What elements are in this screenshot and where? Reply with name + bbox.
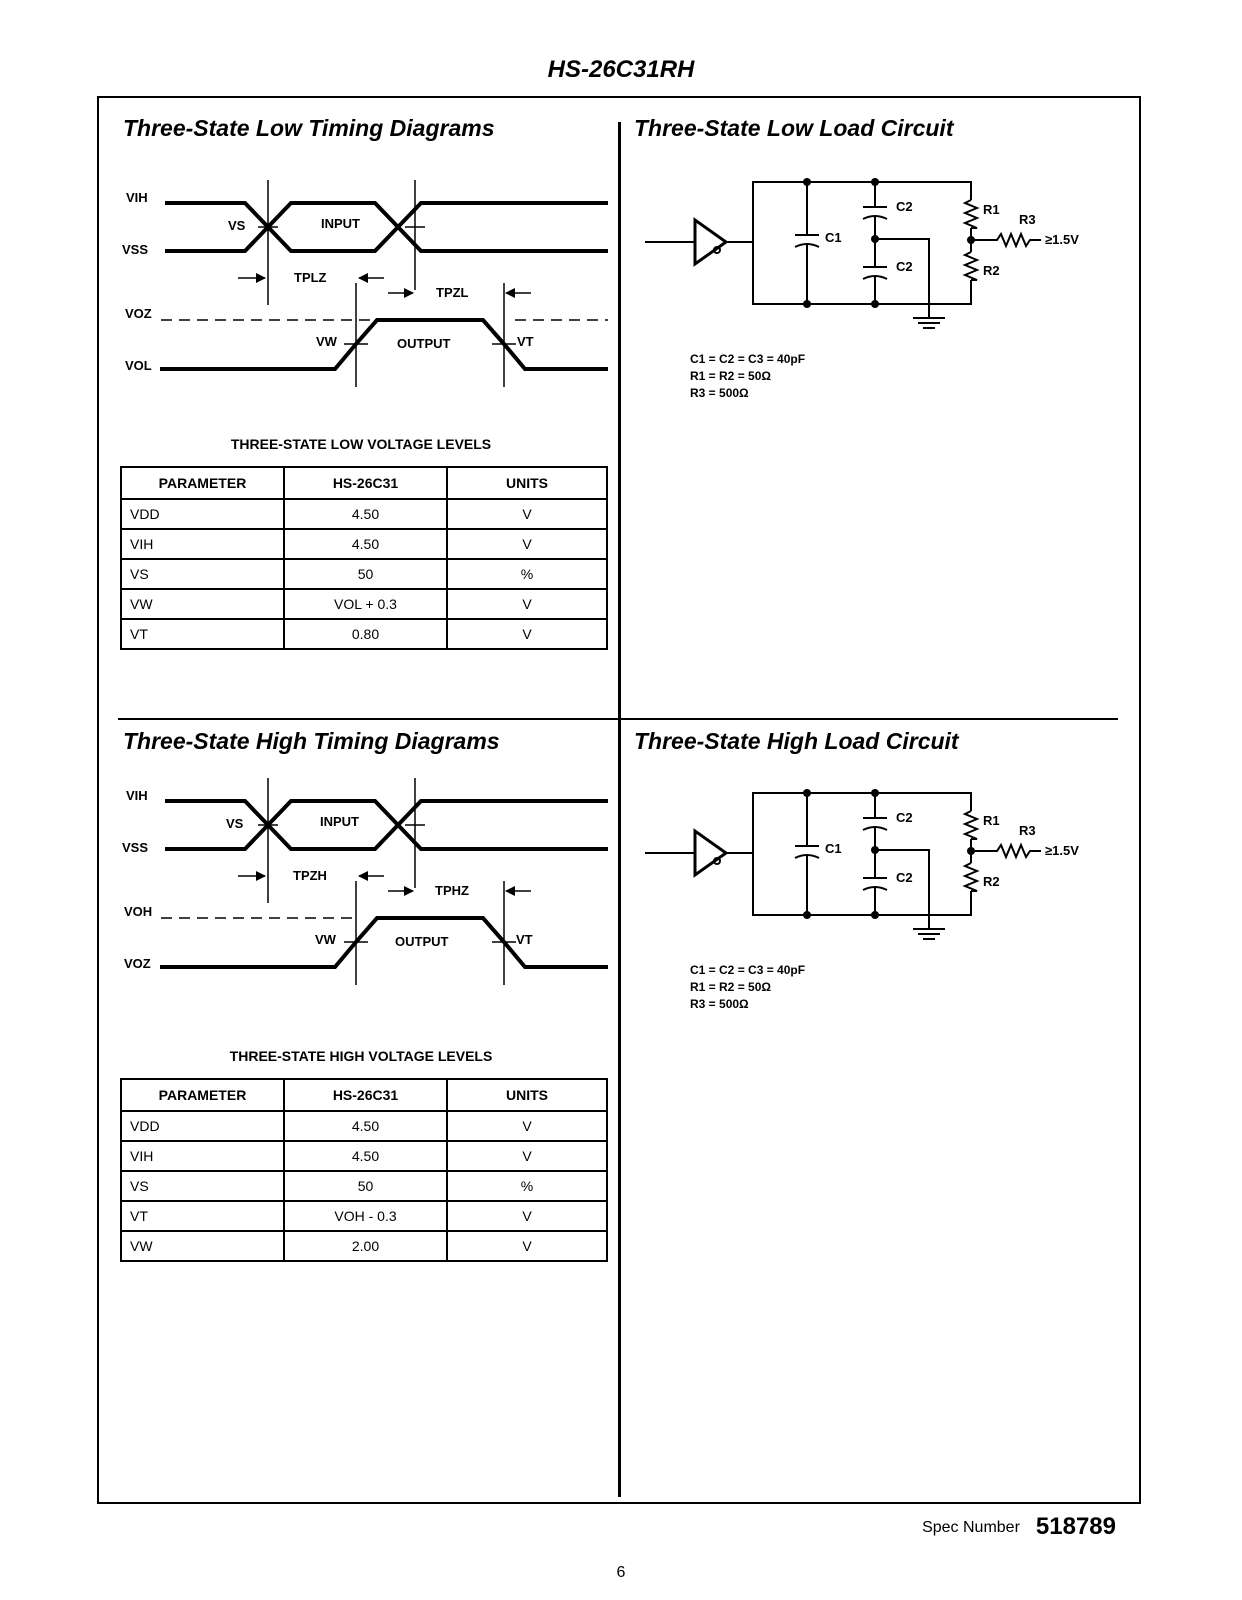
cell-units: V bbox=[447, 1111, 607, 1141]
label-r2: R2 bbox=[983, 874, 1000, 889]
table-row bbox=[121, 619, 607, 649]
label-vw: VW bbox=[315, 932, 336, 947]
label-vt: VT bbox=[517, 334, 534, 349]
low-circuit-title: Three-State Low Load Circuit bbox=[634, 115, 954, 141]
header-units: UNITS bbox=[447, 1079, 607, 1111]
low-timing-diagram bbox=[118, 175, 613, 410]
table-header-row bbox=[121, 1079, 607, 1111]
cell-parameter: VIH bbox=[121, 1141, 284, 1171]
label-c1: C1 bbox=[825, 841, 842, 856]
cell-parameter: VIH bbox=[121, 529, 284, 559]
cell-parameter: VT bbox=[121, 619, 284, 649]
vertical-divider bbox=[618, 122, 621, 1497]
header-hs26c31: HS-26C31 bbox=[284, 467, 447, 499]
label-input: INPUT bbox=[321, 216, 360, 231]
cell-parameter: VDD bbox=[121, 499, 284, 529]
header-units: UNITS bbox=[447, 467, 607, 499]
label-vol: VOL bbox=[125, 358, 152, 373]
spec-label: Spec Number bbox=[922, 1519, 1020, 1536]
label-tpzl: TPZL bbox=[436, 285, 469, 300]
label-vw: VW bbox=[316, 334, 337, 349]
label-r2: R2 bbox=[983, 263, 1000, 278]
cell-parameter: VW bbox=[121, 589, 284, 619]
cell-units: % bbox=[447, 1171, 607, 1201]
label-vss: VSS bbox=[122, 840, 149, 855]
table-row bbox=[121, 529, 607, 559]
cell-units: V bbox=[447, 619, 607, 649]
cell-parameter: VDD bbox=[121, 1111, 284, 1141]
legend-line: R3 = 500Ω bbox=[690, 386, 749, 400]
high-load-circuit bbox=[635, 779, 1115, 954]
cell-units: V bbox=[447, 1231, 607, 1261]
label-c2-bottom: C2 bbox=[896, 870, 913, 885]
cell-value: 2.00 bbox=[284, 1231, 447, 1261]
label-output: OUTPUT bbox=[397, 336, 451, 351]
high-timing-title: Three-State High Timing Diagrams bbox=[123, 728, 500, 754]
cell-value: 4.50 bbox=[284, 1111, 447, 1141]
legend-line: R1 = R2 = 50Ω bbox=[690, 980, 771, 994]
table-row bbox=[121, 589, 607, 619]
legend-line: C1 = C2 = C3 = 40pF bbox=[690, 963, 806, 977]
label-vih: VIH bbox=[126, 190, 148, 205]
label-vs: VS bbox=[228, 218, 246, 233]
cell-units: V bbox=[447, 589, 607, 619]
spec-number-block bbox=[922, 1513, 1116, 1541]
high-timing-diagram bbox=[118, 773, 613, 1008]
label-vs: VS bbox=[226, 816, 244, 831]
cell-units: V bbox=[447, 1141, 607, 1171]
label-r3: R3 bbox=[1019, 823, 1036, 838]
high-table-caption: THREE-STATE HIGH VOLTAGE LEVELS bbox=[229, 1048, 493, 1064]
label-r3: R3 bbox=[1019, 212, 1036, 227]
page-number: 6 bbox=[616, 1564, 626, 1581]
table-row bbox=[121, 1141, 607, 1171]
label-c1: C1 bbox=[825, 230, 842, 245]
label-tpzh: TPZH bbox=[293, 868, 327, 883]
label-c2-top: C2 bbox=[896, 810, 913, 825]
label-tphz: TPHZ bbox=[435, 883, 469, 898]
cell-value: VOH - 0.3 bbox=[284, 1201, 447, 1231]
cell-value: 0.80 bbox=[284, 619, 447, 649]
label-c2-bottom: C2 bbox=[896, 259, 913, 274]
legend-line: R1 = R2 = 50Ω bbox=[690, 369, 771, 383]
cell-units: % bbox=[447, 559, 607, 589]
horizontal-divider bbox=[118, 718, 1118, 720]
low-load-circuit bbox=[635, 168, 1115, 343]
cell-value: VOL + 0.3 bbox=[284, 589, 447, 619]
cell-units: V bbox=[447, 1201, 607, 1231]
label-vref: ≥1.5V bbox=[1045, 232, 1079, 247]
cell-units: V bbox=[447, 499, 607, 529]
table-row bbox=[121, 559, 607, 589]
low-table-caption: THREE-STATE LOW VOLTAGE LEVELS bbox=[230, 436, 492, 452]
label-output: OUTPUT bbox=[395, 934, 449, 949]
cell-parameter: VW bbox=[121, 1231, 284, 1261]
label-vt: VT bbox=[516, 932, 533, 947]
legend-line: C1 = C2 = C3 = 40pF bbox=[690, 352, 806, 366]
low-voltage-table bbox=[120, 466, 608, 650]
label-c2-top: C2 bbox=[896, 199, 913, 214]
high-circuit-legend bbox=[690, 962, 805, 1013]
low-timing-title: Three-State Low Timing Diagrams bbox=[123, 115, 495, 141]
cell-parameter: VS bbox=[121, 1171, 284, 1201]
spec-number: 518789 bbox=[1035, 1513, 1116, 1540]
high-voltage-table bbox=[120, 1078, 608, 1262]
cell-parameter: VT bbox=[121, 1201, 284, 1231]
label-vss: VSS bbox=[122, 242, 149, 257]
label-r1: R1 bbox=[983, 813, 1000, 828]
cell-parameter: VS bbox=[121, 559, 284, 589]
label-tplz: TPLZ bbox=[294, 270, 327, 285]
label-vih: VIH bbox=[126, 788, 148, 803]
header-parameter: PARAMETER bbox=[121, 1079, 284, 1111]
label-voz: VOZ bbox=[125, 306, 152, 321]
table-row bbox=[121, 1231, 607, 1261]
cell-value: 4.50 bbox=[284, 1141, 447, 1171]
label-input: INPUT bbox=[320, 814, 359, 829]
legend-line: R3 = 500Ω bbox=[690, 997, 749, 1011]
label-vref: ≥1.5V bbox=[1045, 843, 1079, 858]
table-row bbox=[121, 499, 607, 529]
header-hs26c31: HS-26C31 bbox=[284, 1079, 447, 1111]
table-row bbox=[121, 1171, 607, 1201]
header-parameter: PARAMETER bbox=[121, 467, 284, 499]
high-circuit-title: Three-State High Load Circuit bbox=[634, 728, 959, 754]
table-header-row bbox=[121, 467, 607, 499]
low-circuit-legend bbox=[690, 351, 805, 402]
label-voh: VOH bbox=[124, 904, 153, 919]
table-row bbox=[121, 1201, 607, 1231]
table-row bbox=[121, 1111, 607, 1141]
cell-value: 4.50 bbox=[284, 529, 447, 559]
label-r1: R1 bbox=[983, 202, 1000, 217]
cell-units: V bbox=[447, 529, 607, 559]
cell-value: 50 bbox=[284, 1171, 447, 1201]
document-title: HS-26C31RH bbox=[547, 56, 695, 83]
cell-value: 4.50 bbox=[284, 499, 447, 529]
label-voz: VOZ bbox=[124, 956, 151, 971]
cell-value: 50 bbox=[284, 559, 447, 589]
